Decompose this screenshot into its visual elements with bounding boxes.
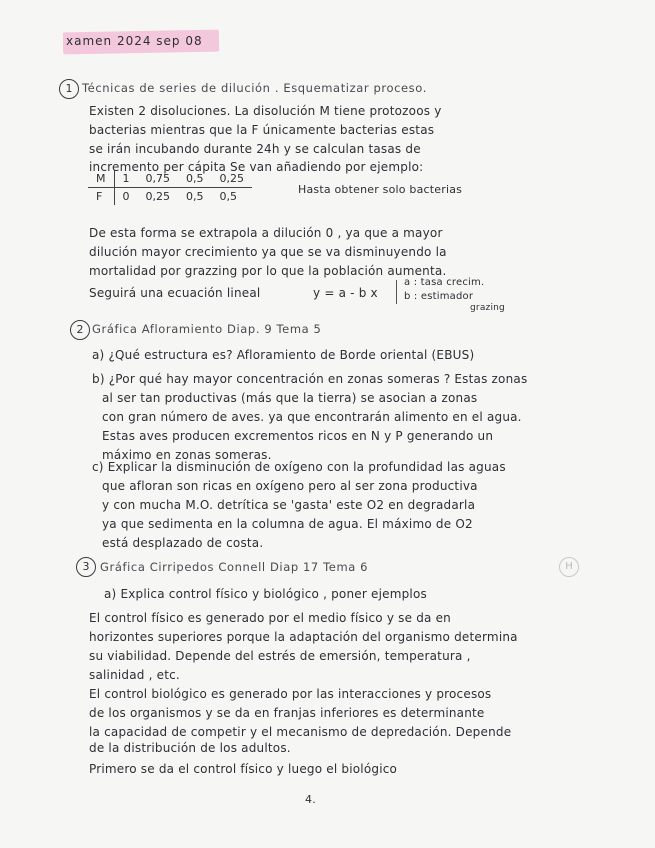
legend-b-grazing: grazing <box>470 303 505 313</box>
table-cell: 0,5 <box>186 190 204 203</box>
q3-line: de los organismos y se da en franjas inferiores es determinante <box>89 706 485 720</box>
q3-line: la capacidad de competir y el mecanismo de depredación. Depende <box>89 725 512 739</box>
page-number: 4. <box>305 793 316 806</box>
q3-title: Gráfica Cirripedos Connell Diap 17 Tema 6 <box>100 560 369 574</box>
side-mark: H <box>559 557 579 577</box>
q3-line: horizontes superiores porque la adaptación del organismo determina <box>89 630 518 644</box>
row-label: F <box>88 188 114 206</box>
table-cell: 0,25 <box>145 190 170 203</box>
q2-title: Gráfica Afloramiento Diap. 9 Tema 5 <box>92 322 322 336</box>
dilution-table <box>88 170 252 205</box>
linear-equation: y = a - b x <box>313 286 378 300</box>
q1-line: incremento per cápita Se van añadiendo por ejemplo: <box>89 160 424 174</box>
q1-line: Existen 2 disoluciones. La disolución M tiene protozoos y <box>89 104 442 118</box>
legend-a: a : tasa crecim. <box>404 277 485 288</box>
q2-a: a) ¿Qué estructura es? Afloramiento de Borde oriental (EBUS) <box>92 348 475 362</box>
q3-line: salinidad , etc. <box>89 668 180 682</box>
q3-number: 3 <box>76 557 96 577</box>
q3-line: El control físico es generado por el medio físico y se da en <box>89 611 451 625</box>
q1-line2: De esta forma se extrapola a dilución 0 , ya que a mayor <box>89 226 443 240</box>
table-cell: 0,75 <box>138 170 179 188</box>
q1-line: bacterias mientras que la F únicamente bacterias estas <box>89 123 435 137</box>
q3-a-title: a) Explica control físico y biológico , poner ejemplos <box>104 587 427 601</box>
q2-b-line: con gran número de aves. ya que encontrarán alimento en el agua. <box>102 410 522 424</box>
q3-line: Primero se da el control físico y luego el biológico <box>89 762 398 776</box>
table-cell: 1 <box>114 170 138 188</box>
q3-line: de la distribución de los adultos. <box>89 741 291 755</box>
q3-line: El control biológico es generado por las interacciones y procesos <box>89 687 492 701</box>
table-row <box>88 188 252 206</box>
table-cell: 0,5 <box>219 190 237 203</box>
q1-title: Técnicas de series de dilución . Esquematizar proceso. <box>82 81 427 95</box>
q1-line2: Seguirá una ecuación lineal <box>89 286 261 300</box>
q2-c-line: y con mucha M.O. detrítica se 'gasta' este O2 en degradarla <box>102 498 476 512</box>
q2-b-line: b) ¿Por qué hay mayor concentración en zonas someras ? Estas zonas <box>92 372 528 386</box>
q2-c-line: está desplazado de costa. <box>102 536 264 550</box>
row-label: M <box>88 170 114 188</box>
q1-line2: mortalidad por grazzing por lo que la población aumenta. <box>89 264 447 278</box>
table-row <box>88 170 252 188</box>
q2-number: 2 <box>70 320 90 340</box>
q2-b-line: máximo en zonas someras. <box>102 448 272 462</box>
q1-number: 1 <box>59 79 79 99</box>
q1-line: se irán incubando durante 24h y se calculan tasas de <box>89 142 421 156</box>
header-date: xamen 2024 sep 08 <box>66 34 203 48</box>
q2-b-line: al ser tan productivas (más que la tierra) se asocian a zonas <box>102 391 478 405</box>
q3-line: su viabilidad. Depende del estrés de emersión, temperatura , <box>89 649 471 663</box>
q2-c-line: que afloran son ricas en oxígeno pero al ser zona productiva <box>102 479 478 493</box>
table-cell: 0,5 <box>178 170 212 188</box>
q2-b-line: Estas aves producen excrementos ricos en N y P generando un <box>102 429 494 443</box>
legend-divider <box>396 280 397 304</box>
table-note: Hasta obtener solo bacterias <box>298 183 463 196</box>
legend-b: b : estimador <box>404 291 474 302</box>
q2-c-line: c) Explicar la disminución de oxígeno con la profundidad las aguas <box>92 460 506 474</box>
table-cell: 0 <box>122 190 130 203</box>
q2-c-line: ya que sedimenta en la columna de agua. El máximo de O2 <box>102 517 473 531</box>
table-cell: 0,25 <box>212 170 253 188</box>
q1-line2: dilución mayor crecimiento ya que se va disminuyendo la <box>89 245 447 259</box>
